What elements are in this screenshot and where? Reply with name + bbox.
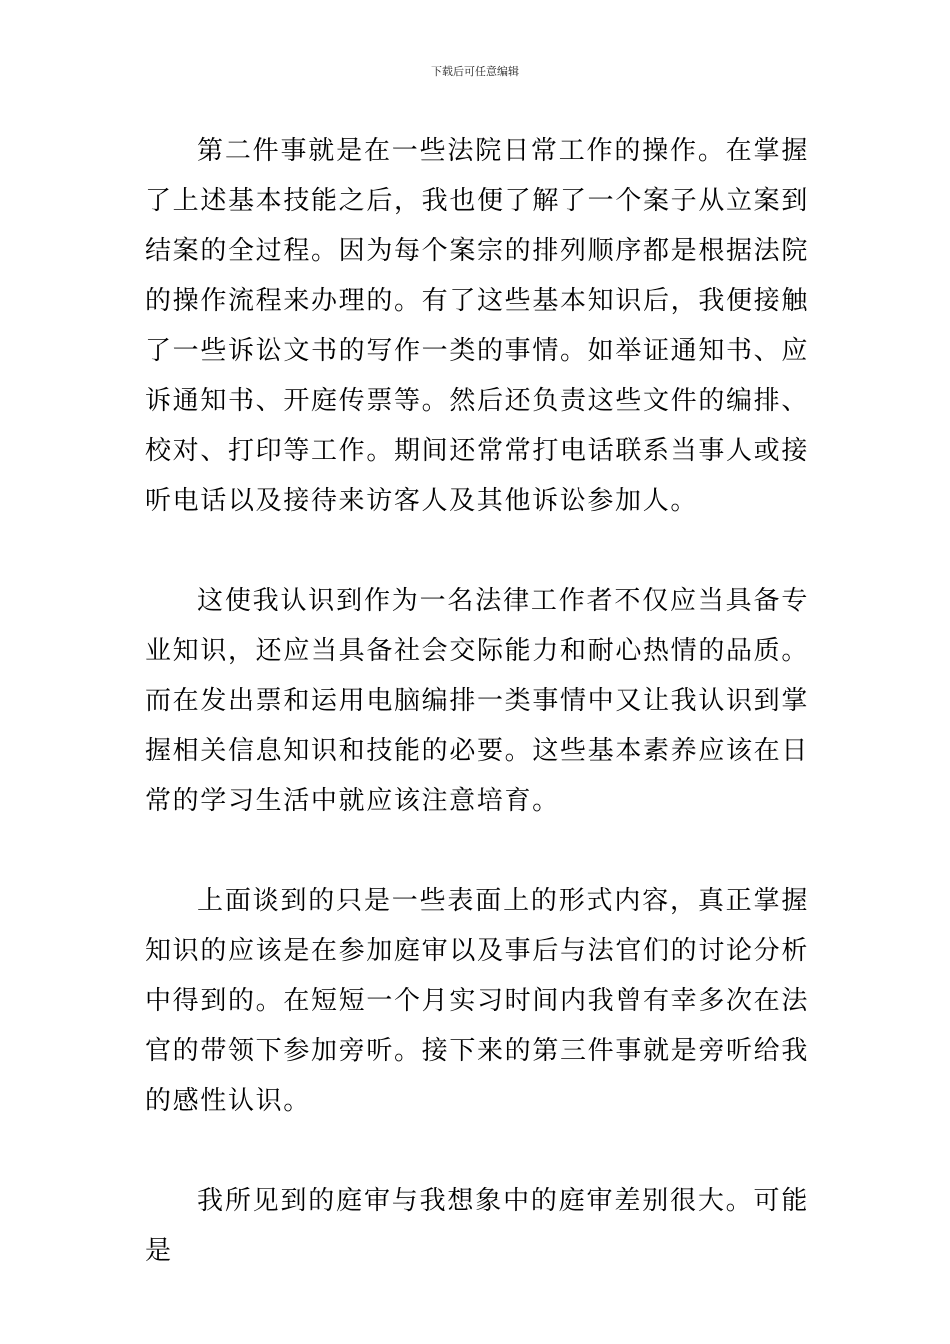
page-header: 下载后可任意编辑 <box>431 65 519 78</box>
paragraph-4: 我所见到的庭审与我想象中的庭审差别很大。可能是 <box>145 1186 809 1266</box>
document-body <box>145 126 809 1276</box>
paragraph-3: 上面谈到的只是一些表面上的形式内容，真正掌握知识的应该是在参加庭审以及事后与法官们的讨论分析中得到的。在短短一个月实习时间内我曾有幸多次在法官的带领下参加旁听。接下来的第三件事就是旁听给我的感性认识。 <box>145 886 809 1116</box>
paragraph-2: 这使我认识到作为一名法律工作者不仅应当具备专业知识，还应当具备社会交际能力和耐心热情的品质。而在发出票和运用电脑编排一类事情中又让我认识到掌握相关信息知识和技能的必要。这些基本素养应该在日常的学习生活中就应该注意培育。 <box>145 586 809 816</box>
paragraph-1: 第二件事就是在一些法院日常工作的操作。在掌握了上述基本技能之后，我也便了解了一个案子从立案到结案的全过程。因为每个案宗的排列顺序都是根据法院的操作流程来办理的。有了这些基本知识后，我便接触了一些诉讼文书的写作一类的事情。如举证通知书、应诉通知书、开庭传票等。然后还负责这些文件的编排、校对、打印等工作。期间还常常打电话联系当事人或接听电话以及接待来访客人及其他诉讼参加人。 <box>145 136 809 516</box>
